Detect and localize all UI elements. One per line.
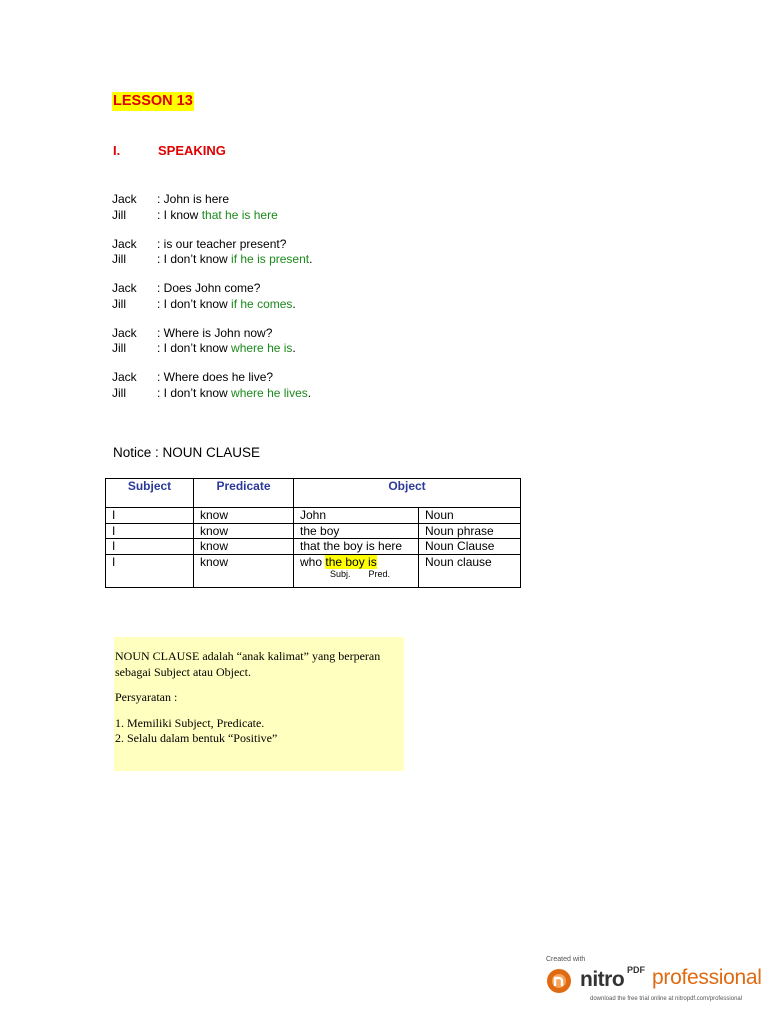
- speaker-name: Jill: [112, 252, 126, 266]
- download-text: download the free trial online at nitropdf.com/professional: [590, 996, 743, 1002]
- cell-predicate: know: [194, 523, 294, 539]
- sub-labels: [300, 569, 412, 579]
- dialogue-plain-text: : is our teacher present?: [157, 236, 287, 251]
- dialogue-plain-text: : Where does he live?: [157, 370, 274, 384]
- dialogue-text: [157, 297, 296, 313]
- note-definition: NOUN CLAUSE adalah “anak kalimat” yang berperan sebagai Subject atau Object.: [115, 649, 381, 679]
- cell-type: Noun clause: [419, 554, 521, 587]
- cell-object: the boy: [294, 523, 419, 539]
- speaker-name: Jill: [112, 385, 126, 400]
- cell-predicate: know: [194, 508, 294, 524]
- cell-subject: I: [106, 554, 194, 587]
- sub-label-subject: Subj.: [330, 569, 351, 579]
- object-highlight: the boy is: [325, 554, 377, 569]
- dialogue-text: [157, 386, 311, 402]
- dialogue-suffix: .: [309, 252, 313, 266]
- note-requirements-title: Persyaratan :: [115, 690, 178, 704]
- dialogue-plain-text: : I don’t know: [157, 296, 232, 311]
- sub-label-predicate: Pred.: [368, 569, 391, 579]
- note-requirement-2: 2. Selalu dalam bentuk “Positive”: [115, 731, 278, 745]
- dialogue-plain-text: : Does John come?: [157, 281, 261, 295]
- dialogue-text: [157, 370, 273, 386]
- header-subject: Subject: [106, 479, 194, 508]
- dialogue-text: [157, 237, 286, 253]
- table-header-row: [106, 479, 521, 508]
- header-predicate: Predicate: [194, 479, 294, 508]
- dialogue-plain-text: : I don’t know: [157, 341, 232, 355]
- speaker-name: Jack: [112, 325, 137, 340]
- noun-clause-table: [105, 478, 521, 588]
- dialogue-suffix: .: [292, 296, 296, 311]
- speaker-name: Jack: [112, 281, 137, 295]
- dialogue-text: [157, 341, 296, 357]
- speaker-name: Jill: [112, 207, 126, 222]
- speaker-name: Jack: [112, 370, 137, 384]
- created-with-label: Created with: [546, 956, 586, 963]
- cell-subject: I: [106, 508, 194, 524]
- table-row: [106, 508, 521, 524]
- note-requirement-1: 1. Memiliki Subject, Predicate.: [115, 715, 265, 730]
- speaker-name: Jill: [112, 296, 126, 311]
- dialogue-plain-text: : I don’t know: [157, 385, 232, 400]
- product-name: professional: [652, 966, 762, 989]
- dialogue-plain-text: : John is here: [157, 192, 230, 206]
- cell-subject: I: [106, 539, 194, 555]
- dialogue-clause-text: that he is here: [201, 207, 278, 222]
- dialogue-plain-text: : I don’t know: [157, 252, 232, 266]
- dialogue-clause-text: where he is: [231, 341, 293, 355]
- cell-subject: I: [106, 523, 194, 539]
- dialogue-text: [157, 192, 229, 208]
- section-number: I.: [113, 143, 121, 158]
- dialogue-plain-text: : Where is John now?: [157, 325, 273, 340]
- brand-superscript: PDF: [627, 965, 645, 975]
- notice-heading: Notice : NOUN CLAUSE: [113, 445, 261, 460]
- dialogue-text: [157, 208, 278, 224]
- speaker-name: Jill: [112, 341, 126, 355]
- brand-name: nitro: [580, 968, 625, 991]
- cell-type: Noun phrase: [419, 523, 521, 539]
- table-row: [106, 554, 521, 587]
- nitro-logo-icon: [546, 968, 572, 994]
- header-object: Object: [294, 479, 521, 508]
- cell-predicate: know: [194, 554, 294, 587]
- dialogue-suffix: .: [307, 385, 312, 400]
- cell-predicate: know: [194, 539, 294, 555]
- speaker-name: Jack: [112, 192, 137, 206]
- dialogue-text: [157, 326, 272, 342]
- lesson-title: LESSON 13: [113, 93, 193, 109]
- note-box: [114, 637, 404, 771]
- section-title: SPEAKING: [158, 143, 226, 158]
- dialogue-text: [157, 252, 312, 268]
- speaker-name: Jack: [112, 236, 137, 251]
- table-row: [106, 523, 521, 539]
- cell-type: Noun: [419, 508, 521, 524]
- dialogue-text: [157, 281, 260, 297]
- cell-object: that the boy is here: [294, 539, 419, 555]
- table-row: [106, 539, 521, 555]
- dialogue-suffix: .: [292, 341, 296, 355]
- dialogue-clause-text: if he comes: [231, 296, 293, 311]
- dialogue-clause-text: where he lives: [231, 385, 308, 400]
- dialogue-clause-text: if he is present: [231, 252, 310, 266]
- object-prefix: who: [300, 554, 326, 569]
- cell-type: Noun Clause: [419, 539, 521, 555]
- cell-object: [294, 554, 419, 587]
- dialogue-plain-text: : I know: [157, 207, 202, 222]
- cell-object: John: [294, 508, 419, 524]
